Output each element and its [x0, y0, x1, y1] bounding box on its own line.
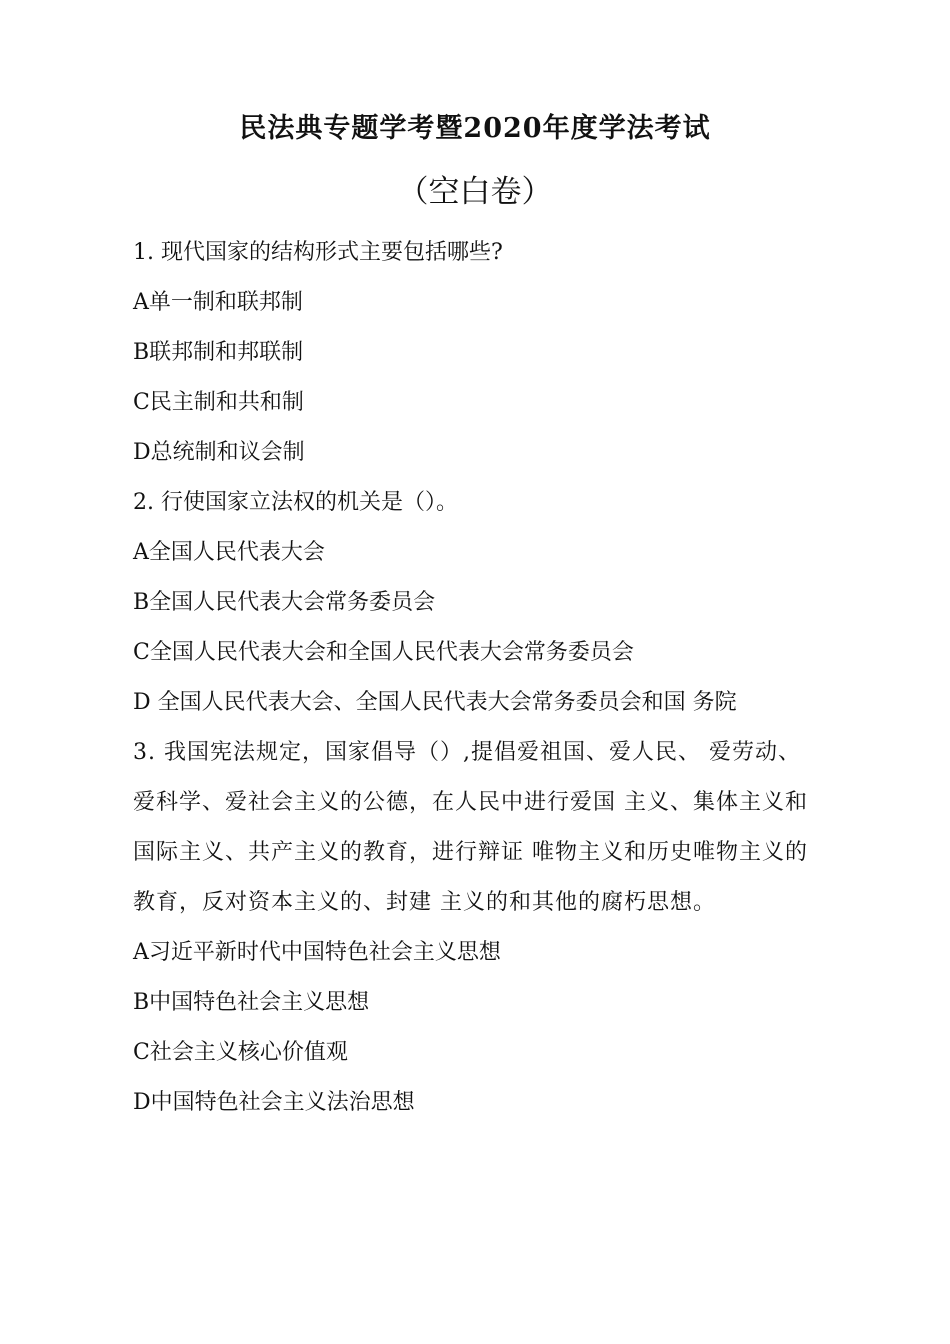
question-2-option-c: C全国人民代表大会和全国人民代表大会常务委员会	[133, 640, 634, 665]
question-2-option-b: B全国人民代表大会常务委员会	[133, 590, 436, 615]
question-3-option-d: D中国特色社会主义法治思想	[133, 1090, 415, 1115]
question-2-option-a: A全国人民代表大会	[133, 540, 325, 565]
question-2-option-d: D 全国人民代表大会、全国人民代表大会常务委员会和国 务院	[133, 690, 737, 715]
question-3-option-c: C社会主义核心价值观	[133, 1040, 348, 1065]
question-1-option-b: B联邦制和邦联制	[133, 340, 304, 365]
question-3-stem: 3. 我国宪法规定，国家倡导（）,提倡爱祖国、爱人民、 爱劳动、爱科学、爱社会主义的公德，在人民中进行爱国 主义、集体主义和国际主义、共产主义的教育，进行辩证 唯物主义和历史唯物主义的教育，反对资本主义的、封建 主义的和其他的腐朽思想。	[133, 740, 808, 915]
question-1-option-c: C民主制和共和制	[133, 390, 304, 415]
question-3-option-a: A习近平新时代中国特色社会主义思想	[133, 940, 501, 965]
question-1-stem: 1. 现代国家的结构形式主要包括哪些?	[133, 240, 503, 265]
question-1-option-d: D总统制和议会制	[133, 440, 305, 465]
document-title: 民法典专题学考暨2020年度学法考试	[239, 113, 711, 144]
document-subtitle: （空白卷）	[397, 174, 553, 210]
question-1-option-a: A单一制和联邦制	[133, 290, 303, 315]
question-3-option-b: B中国特色社会主义思想	[133, 990, 370, 1015]
question-list	[133, 228, 823, 1128]
question-2-stem: 2. 行使国家立法权的机关是（）。	[133, 490, 458, 515]
